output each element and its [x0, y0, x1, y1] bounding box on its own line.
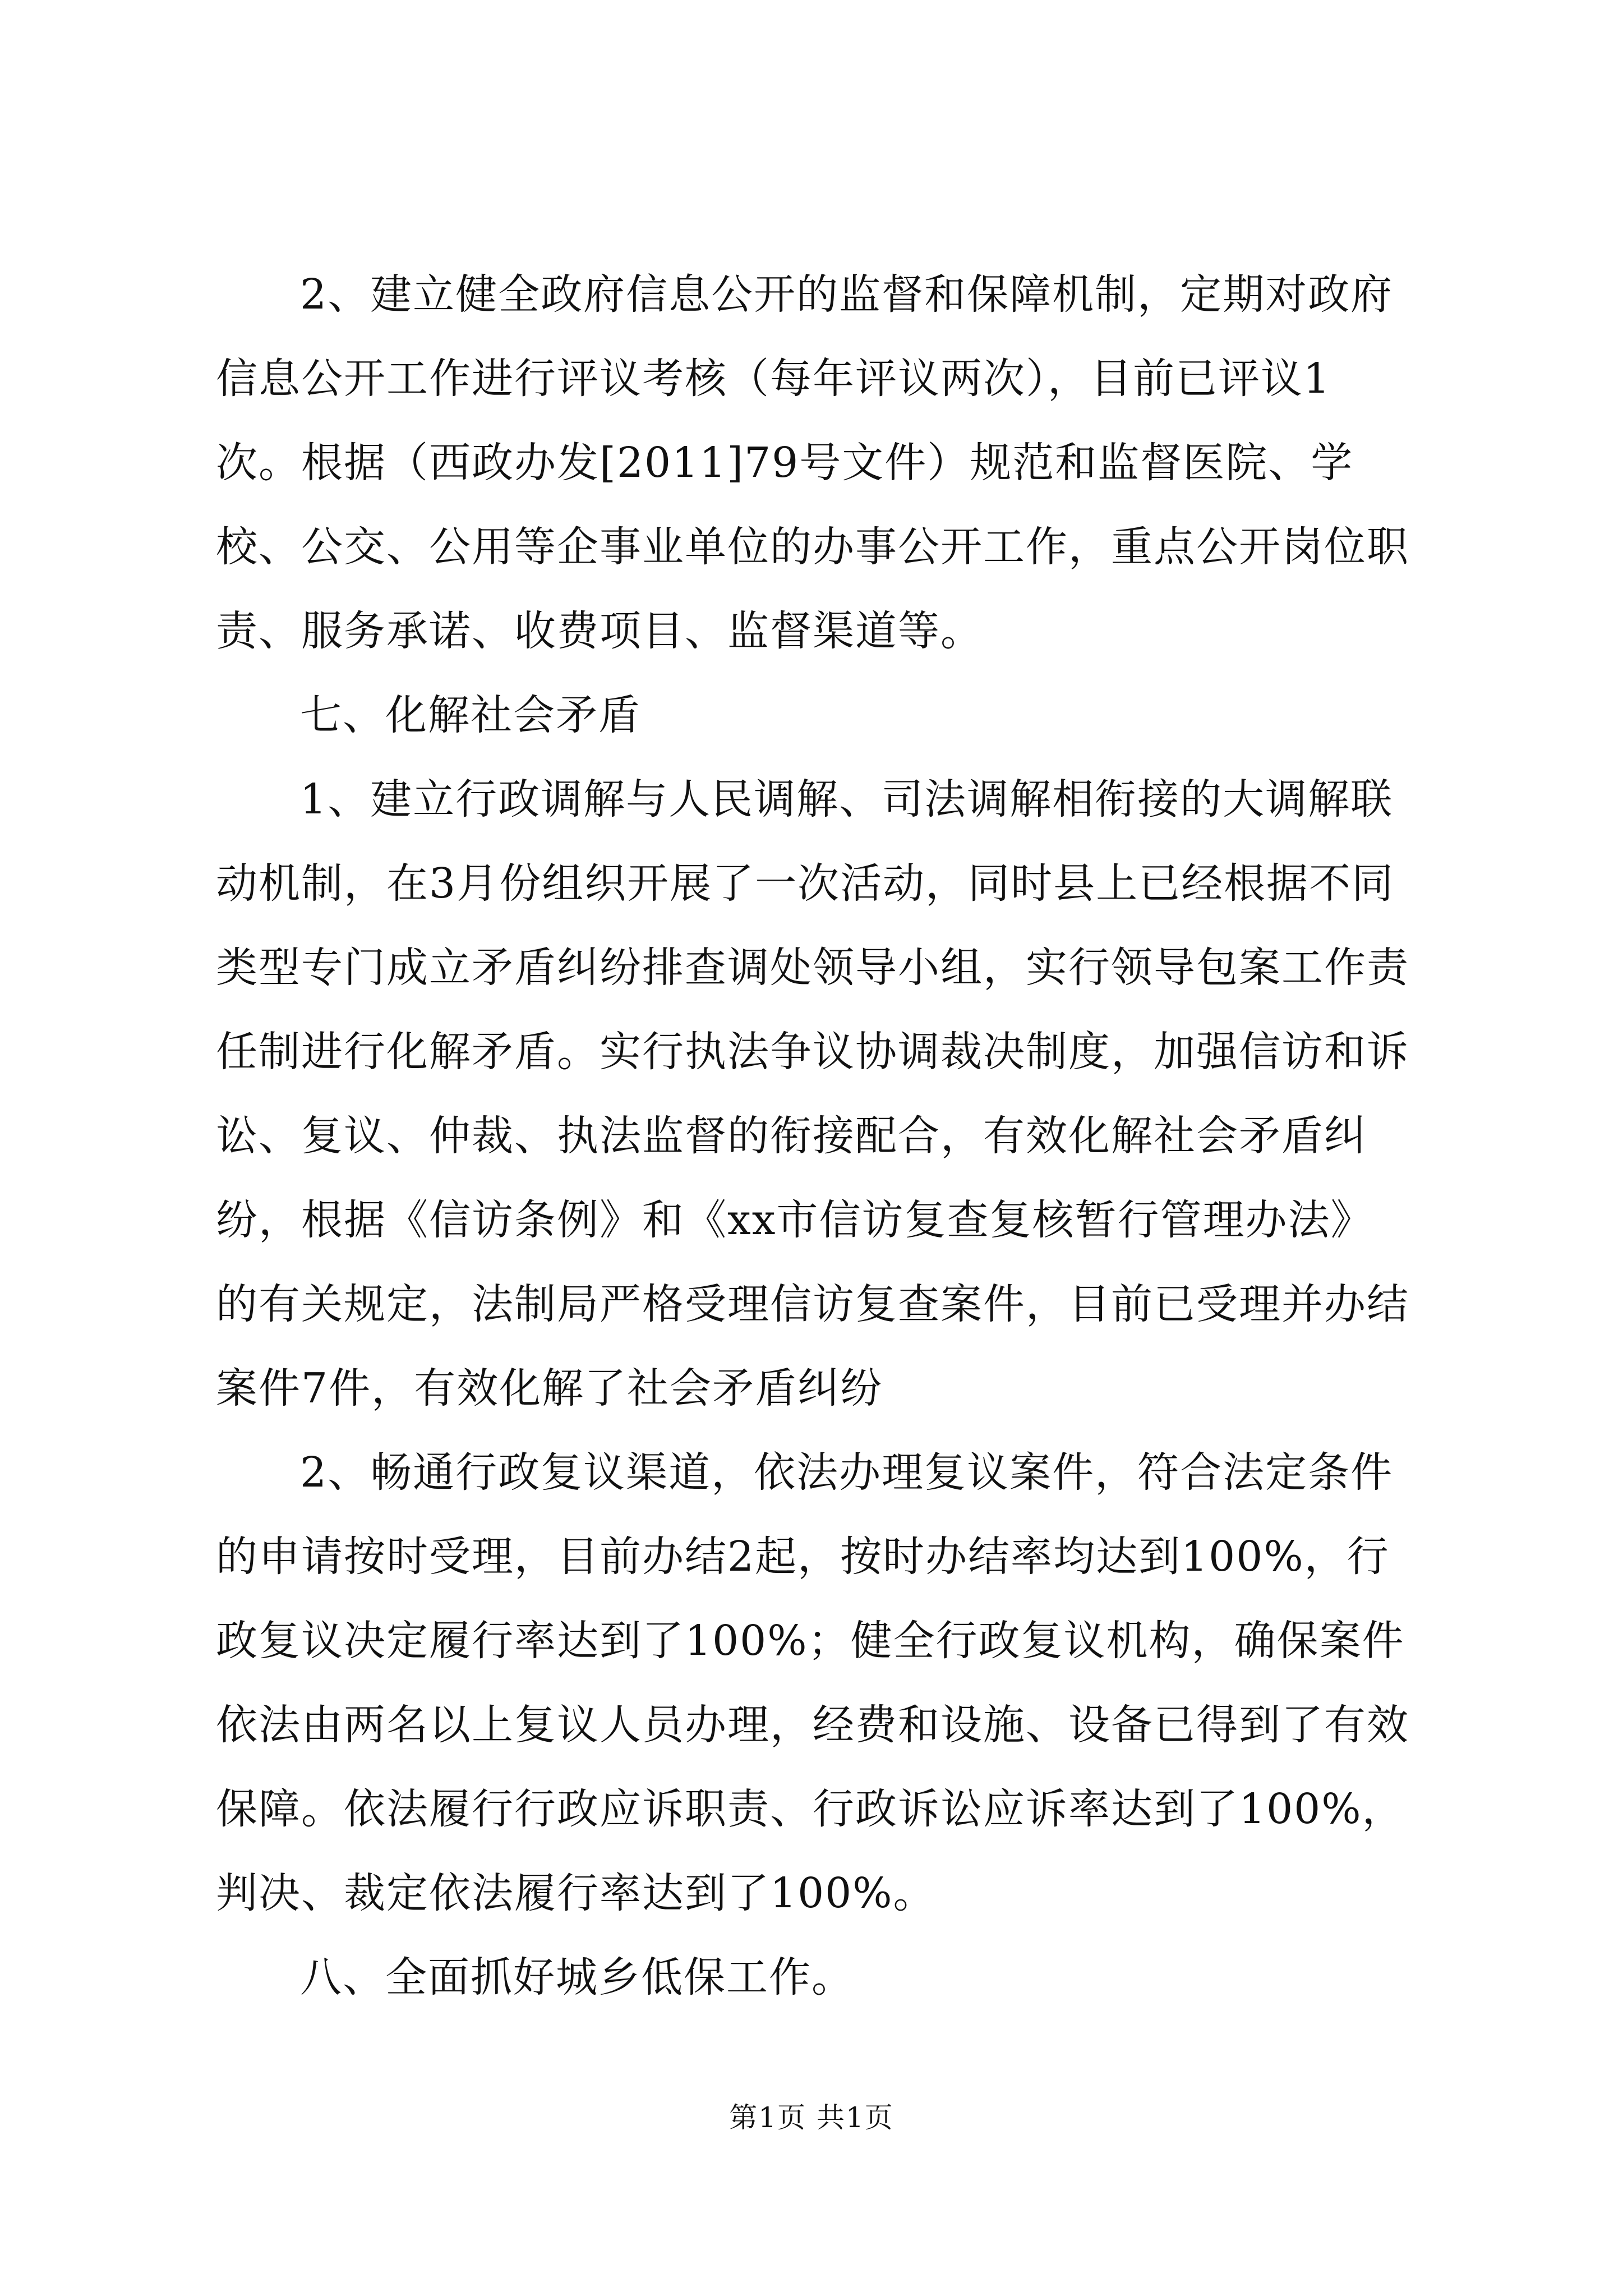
document-body — [216, 252, 1410, 2019]
heading-resolve-social-conflicts: 七、化解社会矛盾 — [300, 691, 641, 739]
heading-urban-rural-subsistence: 八、全面抓好城乡低保工作。 — [300, 1953, 854, 2001]
page-footer: 第1页 共1页 — [729, 2101, 894, 2134]
paragraph-mediation-mechanism: 1、建立行政调解与人民调解、司法调解相衔接的大调解联动机制，在3月份组织开展了一次活动，同时县上已经根据不同类型专门成立矛盾纠纷排查调处领导小组，实行领导包案工作责任制进行化解矛盾。实行执法争议协调裁决制度，加强信访和诉讼、复议、仲裁、执法监督的衔接配合，有效化解社会矛盾纠纷，根据《信访条例》和《xx市信访复查复核暂行管理办法》的有关规定，法制局严格受理信访复查案件，目前已受理并办结案件7件，有效化解了社会矛盾纠纷 — [216, 775, 1409, 1412]
paragraph-info-disclosure-supervision: 2、建立健全政府信息公开的监督和保障机制，定期对政府信息公开工作进行评议考核（每年评议两次），目前已评议1次。根据（西政办发[2011]79号文件）规范和监督医院、学校、公交、公用等企事业单位的办事公开工作，重点公开岗位职责、服务承诺、收费项目、监督渠道等。 — [216, 270, 1409, 655]
paragraph-administrative-review: 2、畅通行政复议渠道，依法办理复议案件，符合法定条件的申请按时受理，目前办结2起，按时办结率均达到100%，行政复议决定履行率达到了100%；健全行政复议机构，确保案件依法由两名以上复议人员办理，经费和设施、设备已得到了有效保障。依法履行行政应诉职责、行政诉讼应诉率达到了100%，判决、裁定依法履行率达到了100%。 — [216, 1448, 1409, 1917]
